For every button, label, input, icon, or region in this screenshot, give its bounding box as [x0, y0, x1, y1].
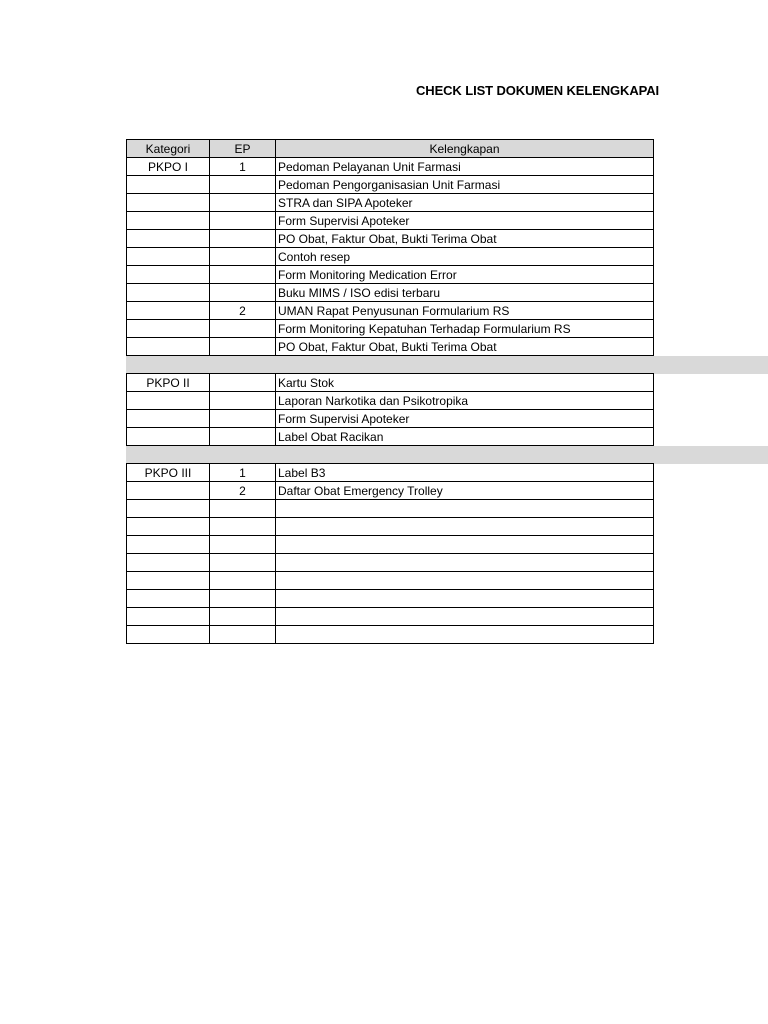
- table-row: [127, 500, 654, 518]
- kategori-cell: [127, 284, 210, 302]
- table-row: [127, 302, 654, 320]
- ep-cell: [210, 410, 276, 428]
- table-row: [127, 338, 654, 356]
- gap-cell: [127, 356, 210, 374]
- ep-cell: [210, 392, 276, 410]
- kelengkapan-cell: Form Monitoring Medication Error: [276, 266, 654, 284]
- kelengkapan-cell: [276, 572, 654, 590]
- kelengkapan-cell: [276, 518, 654, 536]
- table-row: [127, 284, 654, 302]
- ep-cell: [210, 500, 276, 518]
- table-row: [127, 248, 654, 266]
- table-row: [127, 554, 654, 572]
- ep-cell: [210, 590, 276, 608]
- ep-cell: [210, 284, 276, 302]
- kategori-cell: [127, 176, 210, 194]
- ep-cell: [210, 518, 276, 536]
- kategori-cell: [127, 626, 210, 644]
- table-row: [127, 626, 654, 644]
- kategori-cell: [127, 518, 210, 536]
- ep-cell: [210, 554, 276, 572]
- table-row: [127, 464, 654, 482]
- kelengkapan-cell: PO Obat, Faktur Obat, Bukti Terima Obat: [276, 338, 654, 356]
- kelengkapan-cell: [276, 626, 654, 644]
- ep-cell: 2: [210, 302, 276, 320]
- table-row: [127, 266, 654, 284]
- table-row: [127, 158, 654, 176]
- kelengkapan-cell: Kartu Stok: [276, 374, 654, 392]
- table-row: [127, 374, 654, 392]
- table-row: [127, 590, 654, 608]
- gap-cell: [210, 356, 276, 374]
- kategori-cell: PKPO III: [127, 464, 210, 482]
- gap-cell: [127, 446, 210, 464]
- ep-cell: [210, 212, 276, 230]
- table-row: [127, 536, 654, 554]
- kelengkapan-cell: [276, 500, 654, 518]
- kategori-cell: PKPO II: [127, 374, 210, 392]
- kategori-cell: [127, 338, 210, 356]
- gap-cell: [210, 446, 276, 464]
- ep-cell: [210, 626, 276, 644]
- ep-cell: 1: [210, 464, 276, 482]
- kategori-cell: [127, 302, 210, 320]
- kelengkapan-cell: Form Supervisi Apoteker: [276, 410, 654, 428]
- kelengkapan-cell: Pedoman Pengorganisasian Unit Farmasi: [276, 176, 654, 194]
- ep-cell: [210, 248, 276, 266]
- kelengkapan-cell: PO Obat, Faktur Obat, Bukti Terima Obat: [276, 230, 654, 248]
- ep-cell: 1: [210, 158, 276, 176]
- kelengkapan-cell: STRA dan SIPA Apoteker: [276, 194, 654, 212]
- section-gap-row: [127, 446, 654, 464]
- kelengkapan-cell: Form Supervisi Apoteker: [276, 212, 654, 230]
- kelengkapan-cell: Pedoman Pelayanan Unit Farmasi: [276, 158, 654, 176]
- kategori-cell: [127, 248, 210, 266]
- kelengkapan-cell: [276, 554, 654, 572]
- table-row: [127, 194, 654, 212]
- kategori-cell: PKPO I: [127, 158, 210, 176]
- kelengkapan-cell: [276, 536, 654, 554]
- table-row: [127, 212, 654, 230]
- ep-cell: [210, 374, 276, 392]
- table-row: [127, 410, 654, 428]
- ep-cell: [210, 266, 276, 284]
- gap-cell: [276, 356, 654, 374]
- table-row: [127, 320, 654, 338]
- ep-cell: [210, 572, 276, 590]
- table-body: [127, 158, 654, 644]
- kelengkapan-cell: [276, 608, 654, 626]
- ep-cell: [210, 194, 276, 212]
- ep-cell: [210, 536, 276, 554]
- kategori-cell: [127, 392, 210, 410]
- kategori-cell: [127, 194, 210, 212]
- table-row: [127, 428, 654, 446]
- kelengkapan-cell: Laporan Narkotika dan Psikotropika: [276, 392, 654, 410]
- kelengkapan-cell: Label Obat Racikan: [276, 428, 654, 446]
- ep-cell: [210, 230, 276, 248]
- table-header-row: [127, 140, 654, 158]
- kategori-cell: [127, 320, 210, 338]
- kategori-cell: [127, 410, 210, 428]
- header-kategori: Kategori: [127, 140, 210, 158]
- kelengkapan-cell: Daftar Obat Emergency Trolley: [276, 482, 654, 500]
- ep-cell: 2: [210, 482, 276, 500]
- table-row: [127, 230, 654, 248]
- kategori-cell: [127, 500, 210, 518]
- kategori-cell: [127, 428, 210, 446]
- kelengkapan-cell: Buku MIMS / ISO edisi terbaru: [276, 284, 654, 302]
- table-row: [127, 176, 654, 194]
- kelengkapan-cell: [276, 590, 654, 608]
- kategori-cell: [127, 482, 210, 500]
- table-row: [127, 608, 654, 626]
- ep-cell: [210, 428, 276, 446]
- kategori-cell: [127, 590, 210, 608]
- ep-cell: [210, 320, 276, 338]
- kategori-cell: [127, 608, 210, 626]
- header-ep: EP: [210, 140, 276, 158]
- table-row: [127, 482, 654, 500]
- kelengkapan-cell: Contoh resep: [276, 248, 654, 266]
- checklist-table: [126, 139, 654, 644]
- kategori-cell: [127, 554, 210, 572]
- kategori-cell: [127, 266, 210, 284]
- kategori-cell: [127, 572, 210, 590]
- kategori-cell: [127, 230, 210, 248]
- ep-cell: [210, 608, 276, 626]
- kelengkapan-cell: Form Monitoring Kepatuhan Terhadap Formularium RS: [276, 320, 654, 338]
- kategori-cell: [127, 536, 210, 554]
- kategori-cell: [127, 212, 210, 230]
- ep-cell: [210, 338, 276, 356]
- table-row: [127, 518, 654, 536]
- header-kelengkapan: Kelengkapan: [276, 140, 654, 158]
- table-row: [127, 572, 654, 590]
- document-title: CHECK LIST DOKUMEN KELENGKAPAI: [416, 83, 660, 98]
- gap-cell: [276, 446, 654, 464]
- kelengkapan-cell: UMAN Rapat Penyusunan Formularium RS: [276, 302, 654, 320]
- table-row: [127, 392, 654, 410]
- ep-cell: [210, 176, 276, 194]
- kelengkapan-cell: Label B3: [276, 464, 654, 482]
- section-gap-row: [127, 356, 654, 374]
